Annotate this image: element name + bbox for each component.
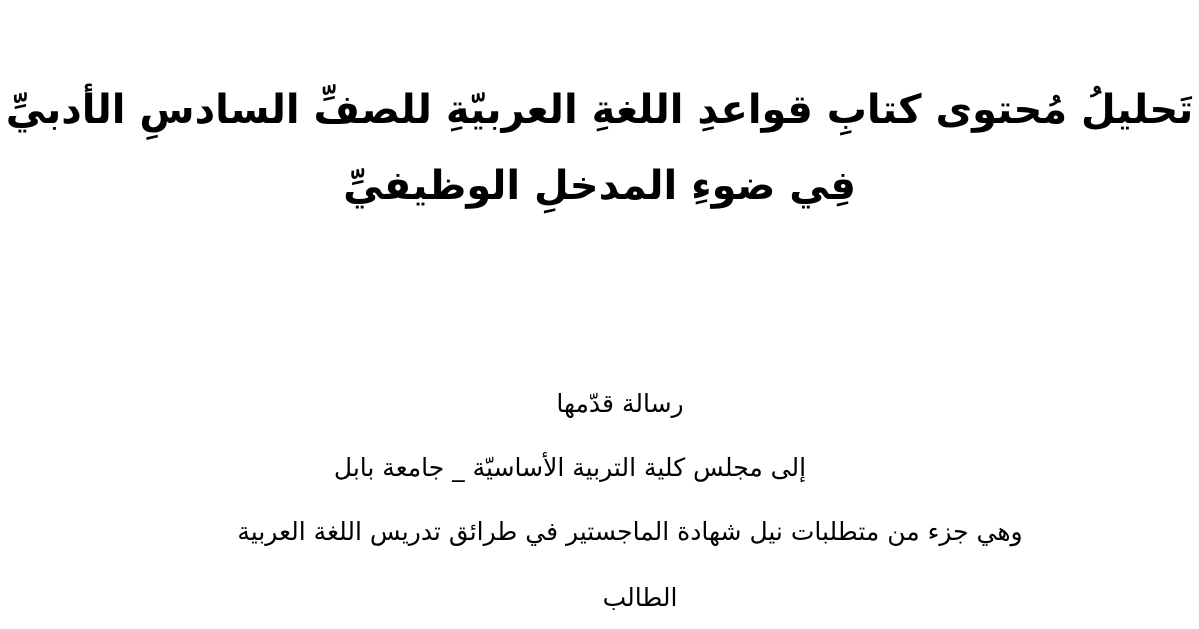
degree-requirement-text: وهي جزء من متطلبات نيل شهادة الماجستير في طرائق تدريس اللغة العربية <box>237 517 1023 546</box>
thesis-title-line-2: فِي ضوءِ المدخلِ الوظيفيِّ <box>343 163 856 209</box>
student-label: الطالب <box>602 583 678 612</box>
thesis-title-line-1: تَحليلُ مُحتوى كتابِ قواعدِ اللغةِ العربيّةِ للصفِّ السادسِ الأدبيِّ <box>5 87 1194 133</box>
submitted-by-text: رسالة قدّمها <box>556 389 684 418</box>
council-text: إلى مجلس كلية التربية الأساسيّة _ جامعة بابل <box>333 453 807 482</box>
